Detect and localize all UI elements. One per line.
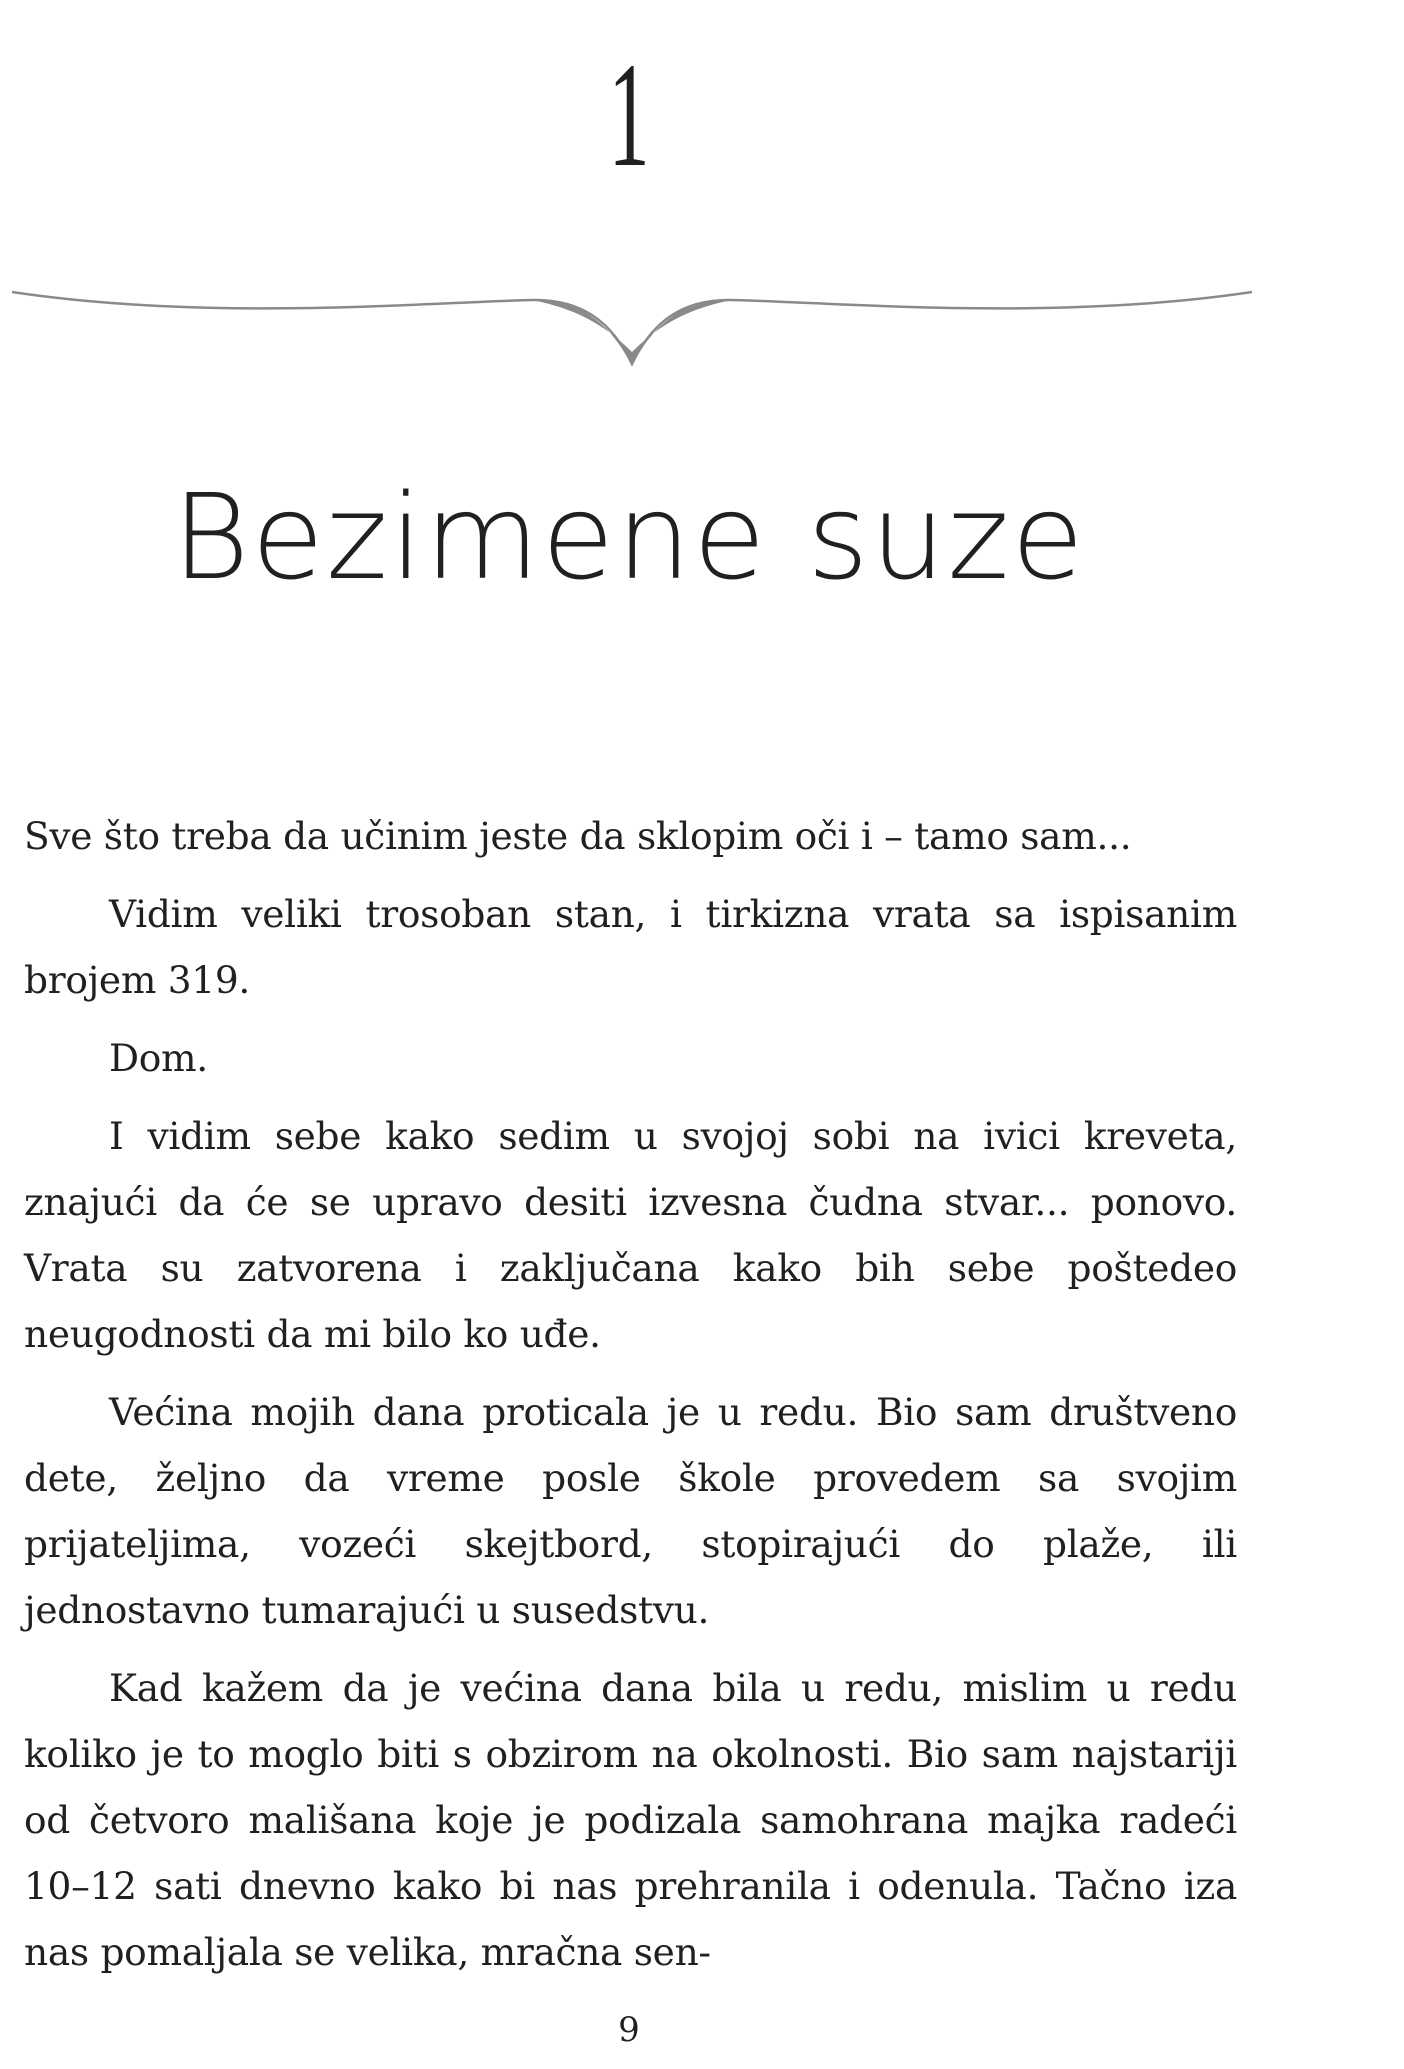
chapter-title: Bezimene suze xyxy=(172,468,1086,606)
paragraph-3: Dom. xyxy=(109,1036,208,1080)
paragraph-1: Sve što treba da učinim jeste da sklopim oči i – tamo sam... xyxy=(24,814,1132,858)
chapter-ornament xyxy=(12,282,1252,372)
body-text xyxy=(24,803,1237,1997)
paragraph-6: Kad kažem da je većina dana bila u redu, mislim u redu koliko je to moglo biti s obzirom na okolnosti. Bio sam najstariji od četvoro mališana koje je podizala samohrana majka radeći 10–12 sati dnevno kako bi nas prehranila i odenula. Tačno iza nas pomaljala se velika, mračna sen- xyxy=(24,1666,1237,1974)
paragraph-4: I vidim sebe kako sedim u svojoj sobi na ivici kreveta, znajući da će se upravo desiti izvesna čudna stvar... ponovo. Vrata su zatvorena i zaključana kako bih sebe poštedeo neugodnosti da mi bilo ko uđe. xyxy=(24,1114,1237,1356)
chapter-number: 1 xyxy=(608,32,650,198)
paragraph-5: Većina mojih dana proticala je u redu. Bio sam društveno dete, željno da vreme posle škole provedem sa svojim prijateljima, vozeći skejtbord, stopirajući do plaže, ili jednostavno tumarajući u susedstvu. xyxy=(24,1390,1237,1632)
page-number: 9 xyxy=(618,2010,640,2050)
paragraph-2: Vidim veliki trosoban stan, i tirkizna vrata sa ispisanim brojem 319. xyxy=(24,892,1237,1002)
